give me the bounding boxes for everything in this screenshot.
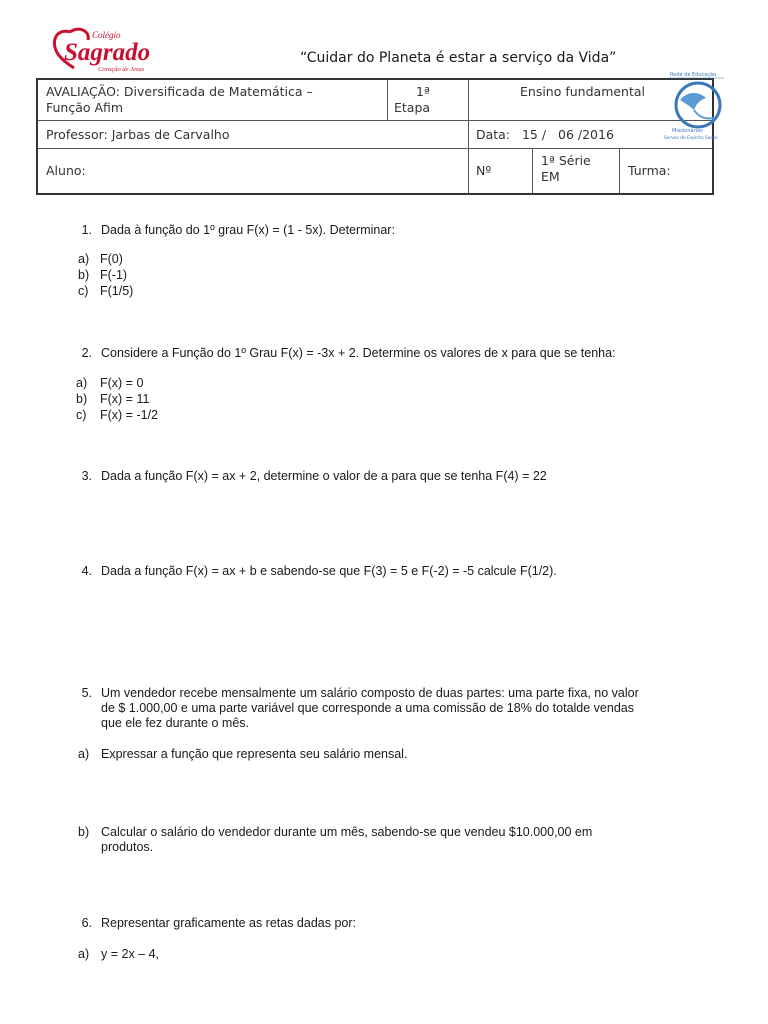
avaliacao-line-1: AVALIAÇÃO: Diversificada de Matemática – (46, 84, 313, 99)
question-text: Considere a Função do 1º Grau F(x) = -3x + 2. Determine os valores de x para que se tenha: (101, 346, 616, 360)
question-text: Dada a função F(x) = ax + b e sabendo-se que F(3) = 5 e F(-2) = -5 calcule F(1/2). (101, 564, 557, 578)
question-number: 5. (81, 686, 92, 700)
serie-line-2: EM (541, 169, 560, 184)
logo-sub-text: Coração de Jesus (98, 66, 145, 73)
professor-cell: Professor: Jarbas de Carvalho (46, 127, 230, 142)
numero-field[interactable]: Nº (476, 163, 492, 178)
serie-cell (535, 150, 619, 188)
question-line-3: que ele fez durante o mês. (101, 716, 250, 730)
question-number: 6. (81, 916, 92, 930)
question-number: 3. (81, 469, 92, 483)
question-line-2: de $ 1.000,00 e uma parte variável que corresponde a uma comissão de 18% do totalde vendas (101, 701, 634, 715)
etapa-label: Etapa (394, 100, 431, 115)
question-number: 2. (81, 346, 92, 360)
data-cell: Data: 15 / 06 /2016 (476, 127, 614, 142)
network-badge (658, 70, 728, 142)
question-number: 4. (81, 564, 92, 578)
question-number: 1. (81, 223, 92, 237)
badge-bottom-text-1: Missionárias (672, 128, 703, 134)
logo-name-text: Sagrado (64, 39, 151, 66)
avaliacao-cell (40, 81, 385, 119)
question-text (101, 686, 639, 731)
badge-bottom-text-2: Servas do Espírito Santo (664, 136, 718, 141)
school-motto: “Cuidar do Planeta é estar a serviço da Vida” (300, 50, 617, 66)
question-text: Dada a função F(x) = ax + 2, determine o valor de a para que se tenha F(4) = 22 (101, 469, 547, 483)
question-line-1: Um vendedor recebe mensalmente um salário composto de duas partes: uma parte fixa, no valor (101, 686, 639, 700)
logo-small-text: Colégio (92, 30, 121, 40)
etapa-cell (388, 81, 468, 119)
serie-line-1: 1ª Série (541, 153, 591, 168)
question-text: Representar graficamente as retas dadas por: (101, 916, 356, 930)
school-logo (48, 24, 178, 76)
etapa-number: 1ª (416, 84, 430, 99)
nivel-cell: Ensino fundamental (520, 84, 646, 99)
aluno-field[interactable]: Aluno: (46, 163, 86, 178)
avaliacao-line-2: Função Afim (46, 100, 124, 115)
badge-top-text: Rede de Educação (670, 72, 717, 78)
turma-field[interactable]: Turma: (628, 163, 671, 178)
question-text: Dada à função do 1º grau F(x) = (1 - 5x). Determinar: (101, 223, 395, 237)
exam-header-table (36, 78, 714, 195)
